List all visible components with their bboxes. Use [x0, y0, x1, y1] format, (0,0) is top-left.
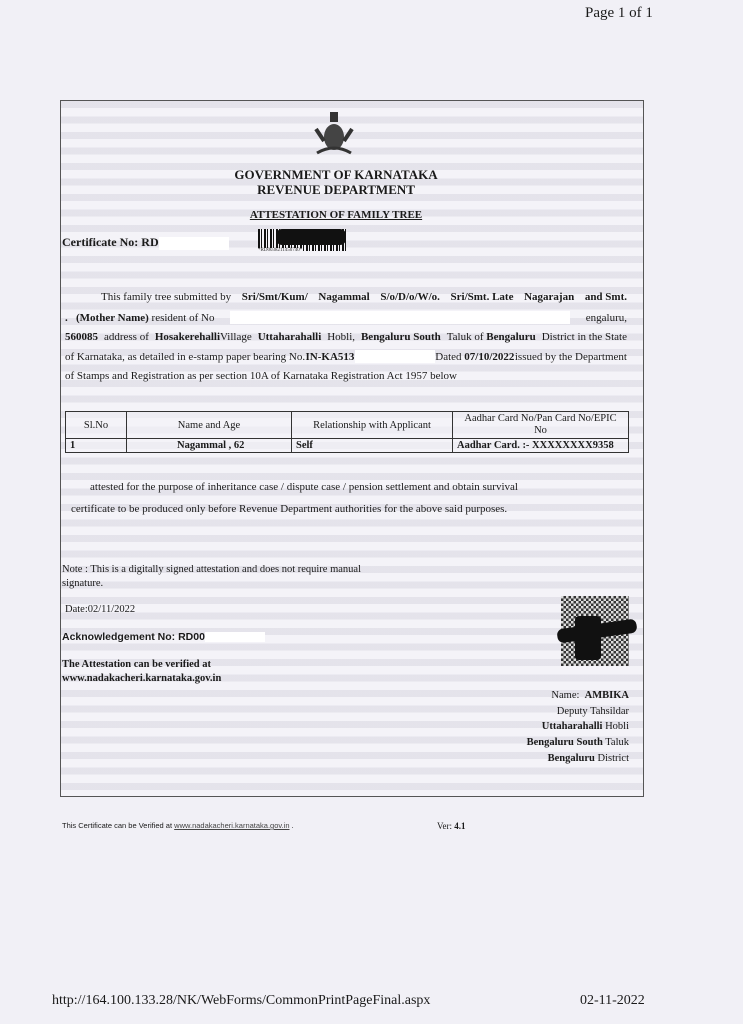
qr-code — [561, 596, 629, 666]
paragraph-line-4: of Karnataka, as detailed in e-stamp paper bearing No. IN-KA513 Dated 07/10/2022 issued by the Department — [65, 350, 627, 363]
table-row — [66, 439, 629, 453]
signatory-block: Name: AMBIKA Deputy Tahsildar Uttaharahalli Hobli Bengaluru South Taluk Bengaluru District — [526, 690, 629, 764]
table-header-row — [66, 412, 629, 439]
dept-heading: REVENUE DEPARTMENT — [257, 182, 415, 197]
verify-link[interactable]: www.nadakacheri.karnataka.gov.in — [174, 821, 290, 830]
cell-id-number: Aadhar Card. :- XXXXXXXX9358 — [453, 439, 629, 453]
version: Ver: 4.1 — [437, 821, 466, 831]
issue-date: Date:02/11/2022 — [65, 604, 136, 615]
govt-heading: GOVERNMENT OF KARNATAKA — [234, 167, 438, 182]
page-indicator: Page 1 of 1 — [585, 5, 653, 21]
print-url: http://164.100.133.28/NK/WebForms/CommonPrintPageFinal.aspx — [52, 993, 431, 1008]
barcode-text: *RD0038211450740* — [258, 248, 303, 253]
family-tree-table — [65, 411, 629, 453]
cell-relationship: Self — [292, 439, 453, 453]
header-id-number: Aadhar Card No/Pan Card No/EPIC No — [453, 412, 629, 439]
note-line-2: signature. — [62, 578, 104, 589]
acknowledgement-number: Acknowledgement No: RD00 — [62, 631, 628, 643]
paragraph-line-5: of Stamps and Registration as per section 10A of Karnataka Registration Act 1957 below — [65, 370, 457, 382]
paragraph-line-2: . (Mother Name) resident of No engaluru, — [65, 311, 627, 324]
certificate-number-label: Certificate No: RD — [62, 235, 159, 249]
attestation-purpose-line-2: certificate to be produced only before Revenue Department authorities for the above said purposes. — [71, 503, 508, 515]
karnataka-emblem-icon — [313, 109, 355, 157]
header-relationship: Relationship with Applicant — [292, 412, 453, 439]
document-title: ATTESTATION OF FAMILY TREE — [249, 209, 423, 221]
paragraph-line-1: This family tree submitted by Sri/Smt/Kum/ Nagammal S/o/D/o/W/o. Sri/Smt. Late Nagarajan and Smt. — [101, 291, 627, 303]
note-line-1: Note : This is a digitally signed attestation and does not require manual — [62, 564, 361, 575]
header-name-age: Name and Age — [127, 412, 292, 439]
cell-name-age: Nagammal , 62 — [127, 439, 292, 453]
certificate-number — [62, 235, 229, 250]
signatory-designation: Deputy Tahsildar — [556, 705, 629, 717]
paragraph-line-3: 560085 address of HosakerehalliVillage Uttaharahalli Hobli, Bengaluru South Taluk of Bengaluru District in the State — [65, 331, 627, 343]
print-date: 02-11-2022 — [580, 993, 645, 1008]
barcode — [258, 229, 346, 251]
signatory-name: AMBIKA — [584, 690, 629, 701]
verify-note-line-1: The Attestation can be verified at — [62, 659, 212, 670]
verify-note-url: www.nadakacheri.karnataka.gov.in — [62, 673, 222, 684]
certificate-frame — [60, 100, 644, 797]
attestation-purpose-line-1: attested for the purpose of inheritance case / dispute case / pension settlement and obtain survival — [90, 481, 518, 493]
certificate-footer: This Certificate can be Verified at www.nadakacheri.karnataka.gov.in . — [62, 821, 294, 830]
cell-slno: 1 — [66, 439, 127, 453]
header-slno: Sl.No — [66, 412, 127, 439]
